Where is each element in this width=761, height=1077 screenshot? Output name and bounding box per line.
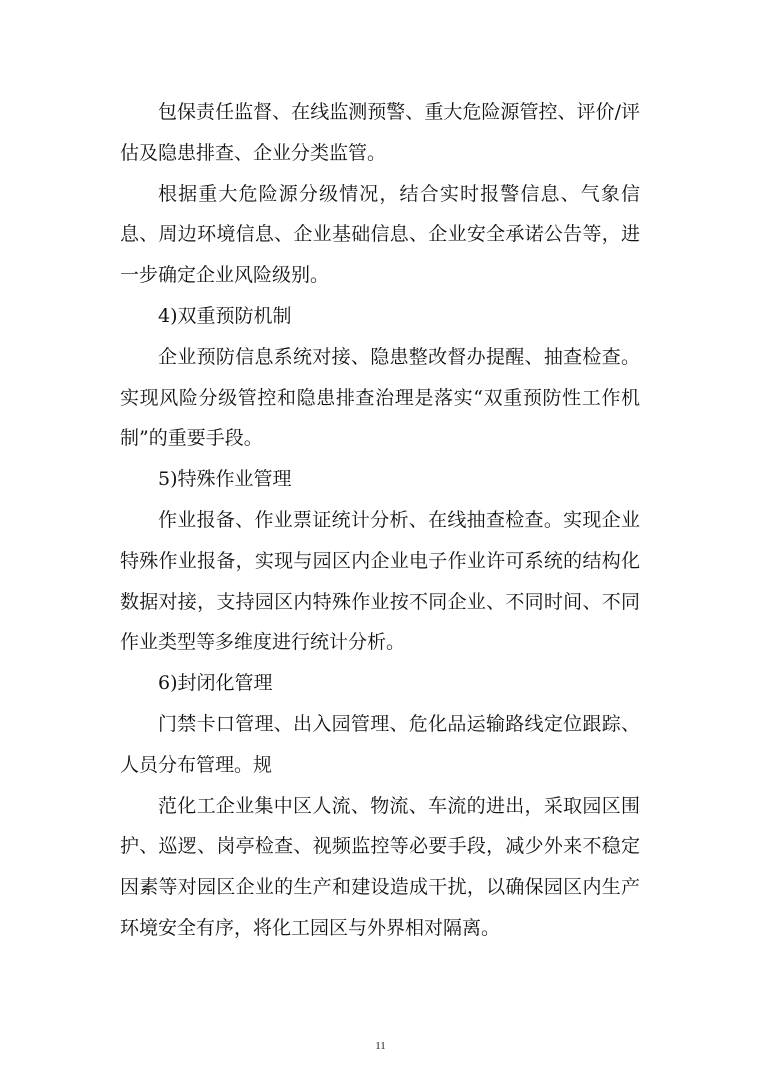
paragraph-special-operations: 作业报备、作业票证统计分析、在线抽查检查。实现企业特殊作业报备，实现与园区内企业电子作业许可系统的结构化数据对接，支持园区内特殊作业按不同企业、不同时间、不同作业类型等多维度进行统计分析。 [120, 508, 640, 654]
document-body [120, 92, 640, 949]
paragraph-dual-prevention: 企业预防信息系统对接、隐患整改督办提醒、抽查检查。实现风险分级管控和隐患排查治理是落实“双重预防性工作机制”的重要手段。 [120, 345, 640, 450]
paragraph-supervision: 包保责任监督、在线监测预警、重大危险源管控、评价/评估及隐患排查、企业分类监管。 [120, 101, 640, 164]
paragraph-closed-management-continued: 范化工企业集中区人流、物流、车流的进出，采取园区围护、巡逻、岗亭检查、视频监控等必要手段，减少外来不稳定因素等对园区企业的生产和建设造成干扰，以确保园区内生产环境安全有序，将化工园区与外界相对隔离。 [120, 794, 640, 939]
section-heading-dual-prevention: 4)双重预防机制 [158, 304, 292, 327]
paragraph-risk-level: 根据重大危险源分级情况，结合实时报警信息、气象信息、周边环境信息、企业基础信息、企业安全承诺公告等，进一步确定企业风险级别。 [120, 182, 640, 287]
page-number: 11 [375, 1040, 386, 1052]
paragraph-closed-management: 门禁卡口管理、出入园管理、危化品运输路线定位跟踪、人员分布管理。规 [120, 712, 640, 776]
section-heading-special-operations: 5)特殊作业管理 [158, 468, 292, 491]
section-heading-closed-management: 6)封闭化管理 [158, 672, 273, 695]
